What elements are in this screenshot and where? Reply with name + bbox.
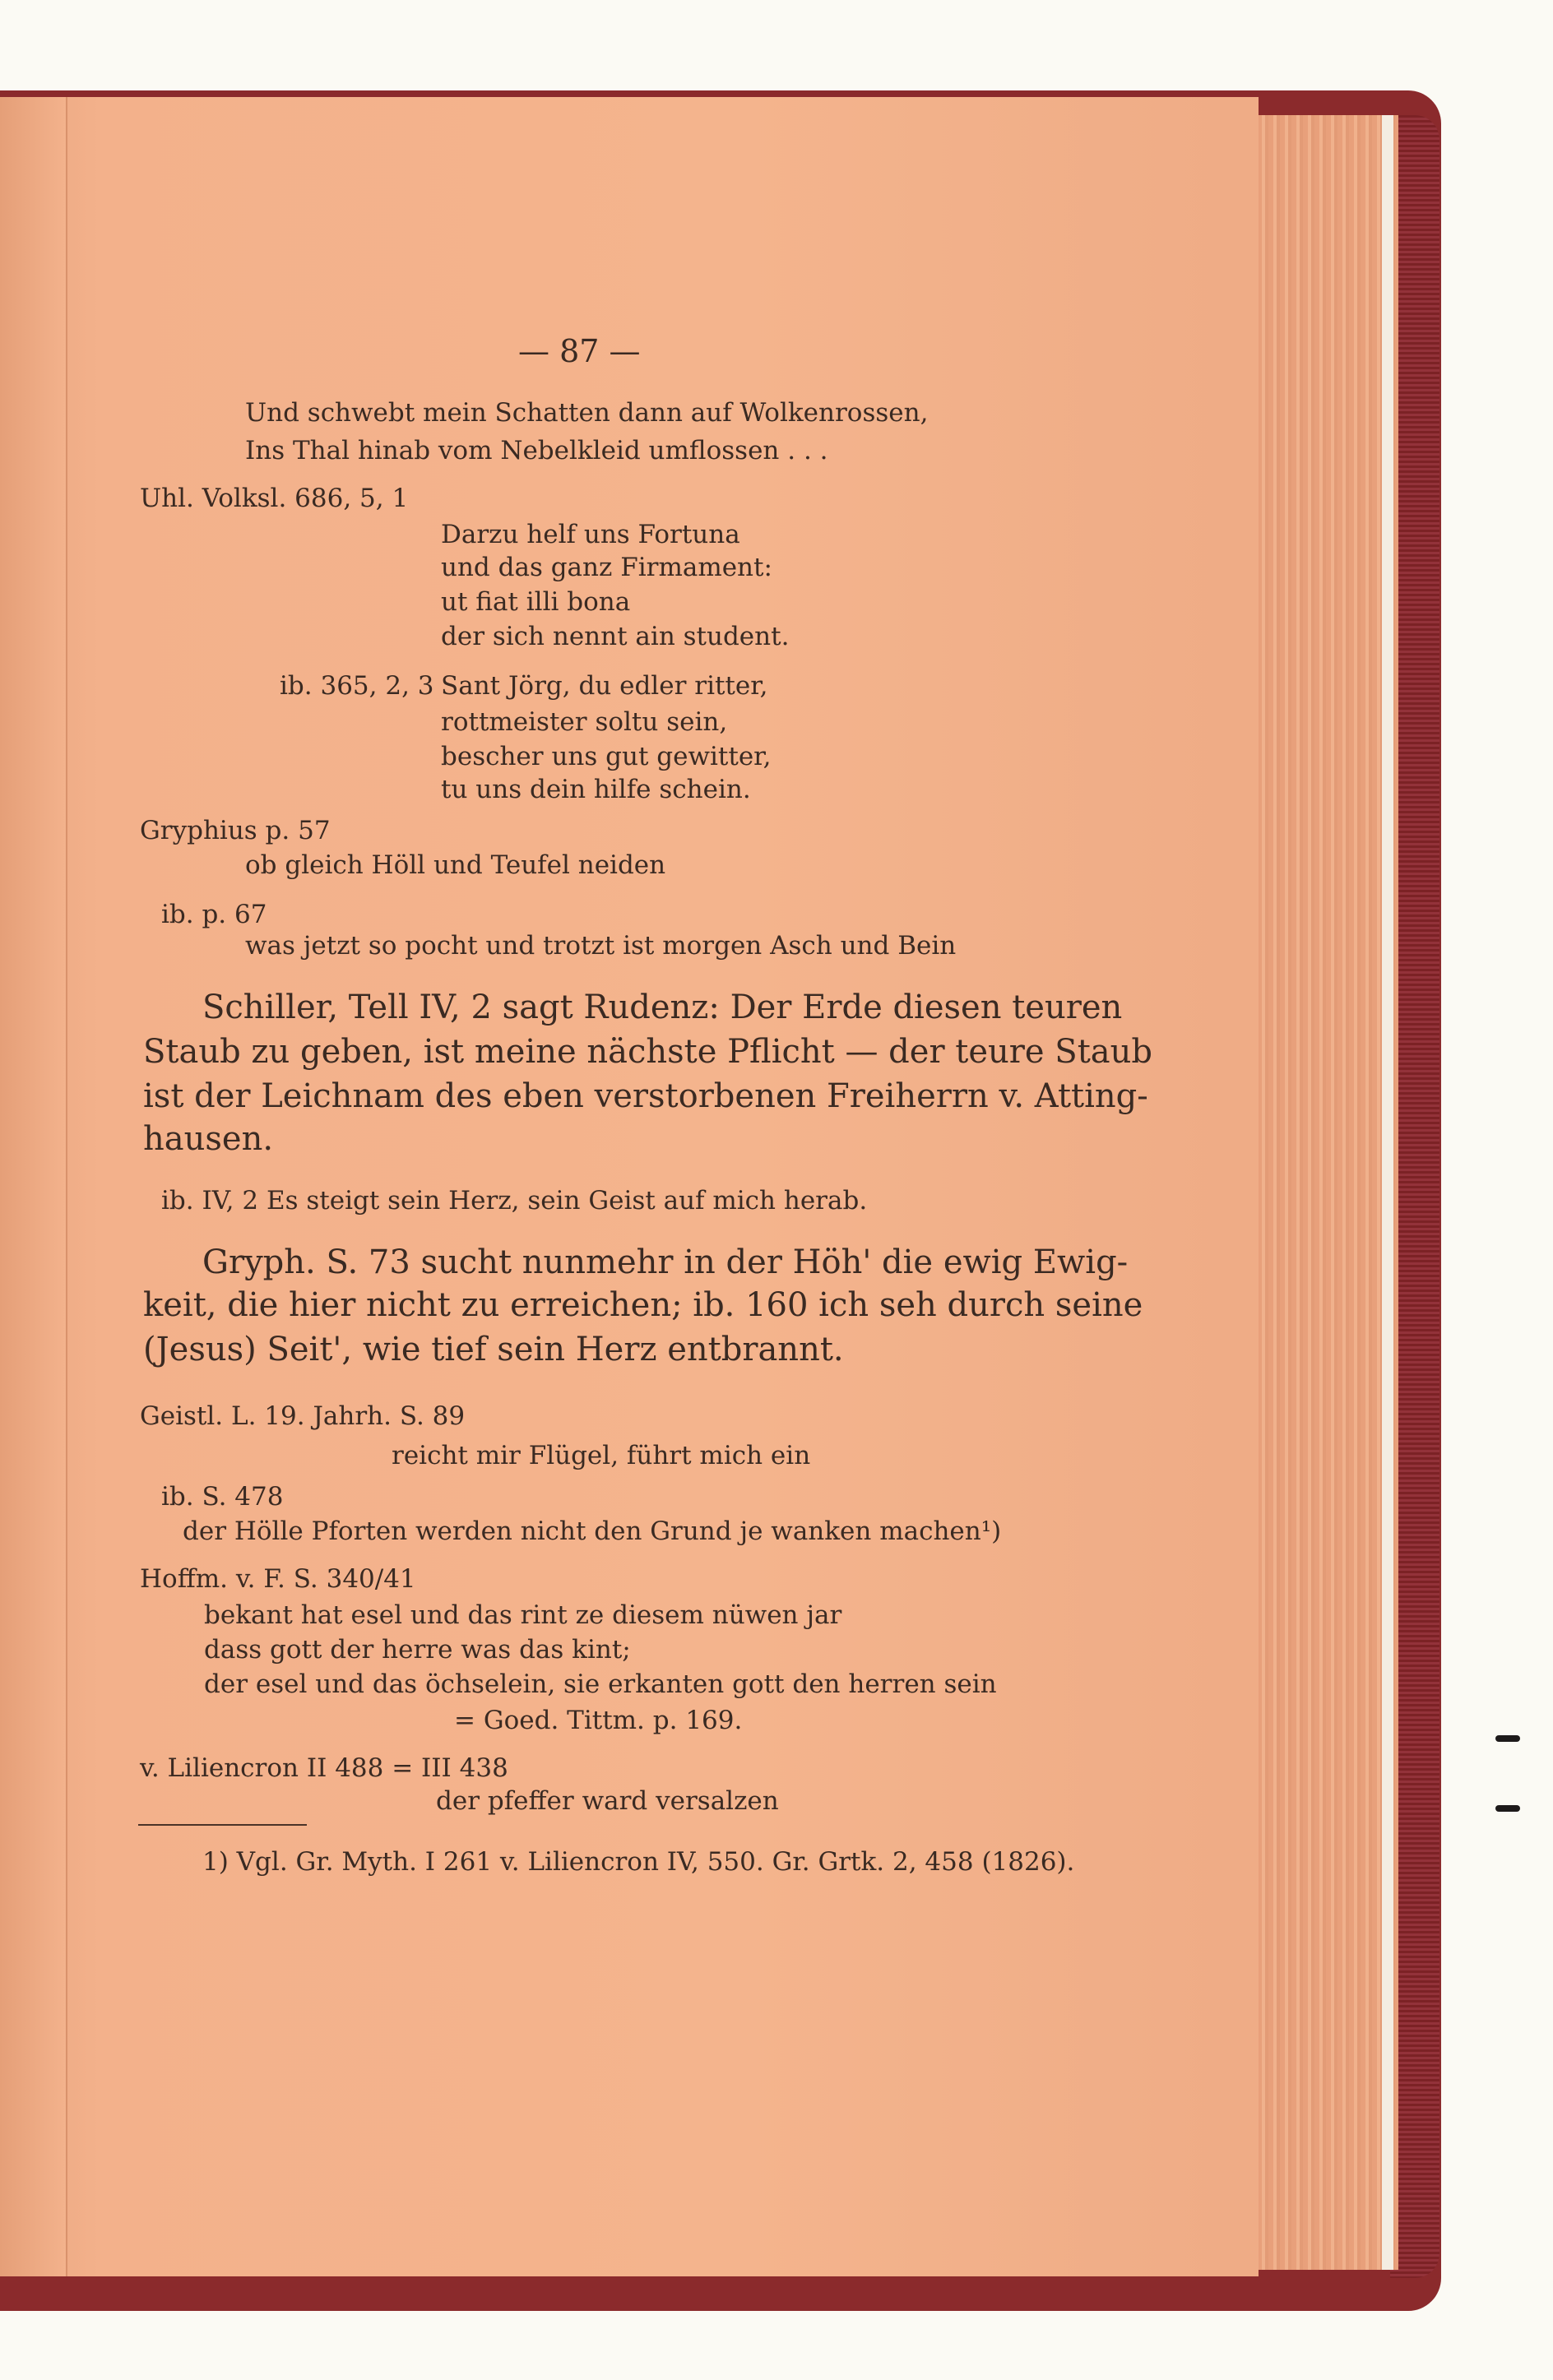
page-gutter <box>0 97 67 2276</box>
verse-line: reicht mir Flügel, führt mich ein <box>392 1441 811 1470</box>
source-citation: v. Liliencron II 488 = III 438 <box>140 1753 508 1783</box>
page-edge-highlight <box>1382 115 1393 2270</box>
verse-line: Sant Jörg, du edler ritter, <box>441 671 768 701</box>
page-stack-edges <box>1234 115 1398 2270</box>
body-paragraph-line: Schiller, Tell IV, 2 sagt Rudenz: Der Erde diesen teuren <box>202 989 1123 1026</box>
verse-line: der esel und das öchselein, sie erkanten gott den herren sein <box>204 1669 997 1699</box>
verse-line: der Hölle Pforten werden nicht den Grund je wanken machen¹) <box>183 1516 1002 1546</box>
verse-line: ut fiat illi bona <box>441 587 631 617</box>
footnote-rule <box>138 1824 307 1826</box>
body-paragraph-line: ist der Leichnam des eben verstorbenen Freiherrn v. Atting- <box>143 1077 1148 1115</box>
citation-line: ib. IV, 2 Es steigt sein Herz, sein Geist auf mich herab. <box>161 1186 868 1215</box>
verse-line: bescher uns gut gewitter, <box>441 742 772 771</box>
verse-line: dass gott der herre was das kint; <box>204 1635 631 1665</box>
footnote: 1) Vgl. Gr. Myth. I 261 v. Liliencron IV, 550. Gr. Grtk. 2, 458 (1826). <box>202 1847 1075 1877</box>
page-number: — 87 — <box>518 333 641 369</box>
verse-line: = Goed. Tittm. p. 169. <box>454 1706 743 1735</box>
source-citation: Geistl. L. 19. Jahrh. S. 89 <box>140 1401 466 1431</box>
verse-line: rottmeister soltu sein, <box>441 707 728 737</box>
verse-line: tu uns dein hilfe schein. <box>441 775 751 804</box>
source-citation: Uhl. Volksl. 686, 5, 1 <box>140 484 409 513</box>
source-citation: Gryphius p. 57 <box>140 816 331 845</box>
verse-line: was jetzt so pocht und trotzt ist morgen Asch und Bein <box>245 931 957 961</box>
verse-line: Und schwebt mein Schatten dann auf Wolkenrossen, <box>245 398 929 428</box>
verse-line: der sich nennt ain student. <box>441 622 790 651</box>
body-paragraph-line: Staub zu geben, ist meine nächste Pflicht — der teure Staub <box>143 1033 1152 1071</box>
margin-mark <box>1495 1805 1520 1812</box>
source-citation: ib. p. 67 <box>161 900 267 929</box>
source-citation: ib. 365, 2, 3 <box>280 671 434 701</box>
source-citation: Hoffm. v. F. S. 340/41 <box>140 1564 416 1594</box>
body-paragraph-line: hausen. <box>143 1120 274 1158</box>
verse-line: der pfeffer ward versalzen <box>436 1786 779 1816</box>
source-citation: ib. S. 478 <box>161 1482 284 1512</box>
verse-line: Ins Thal hinab vom Nebelkleid umflossen . . . <box>245 436 828 465</box>
body-paragraph-line: Gryph. S. 73 sucht nunmehr in der Höh' die ewig Ewig- <box>202 1243 1129 1281</box>
verse-line: und das ganz Firmament: <box>441 553 772 582</box>
verse-line: Darzu helf uns Fortuna <box>441 520 740 549</box>
verse-line: ob gleich Höll und Teufel neiden <box>245 850 666 880</box>
verse-line: bekant hat esel und das rint ze diesem nüwen jar <box>204 1600 842 1630</box>
body-paragraph-line: keit, die hier nicht zu erreichen; ib. 160 ich seh durch seine <box>143 1286 1143 1324</box>
margin-mark <box>1495 1735 1520 1742</box>
body-paragraph-line: (Jesus) Seit', wie tief sein Herz entbrannt. <box>143 1331 844 1368</box>
